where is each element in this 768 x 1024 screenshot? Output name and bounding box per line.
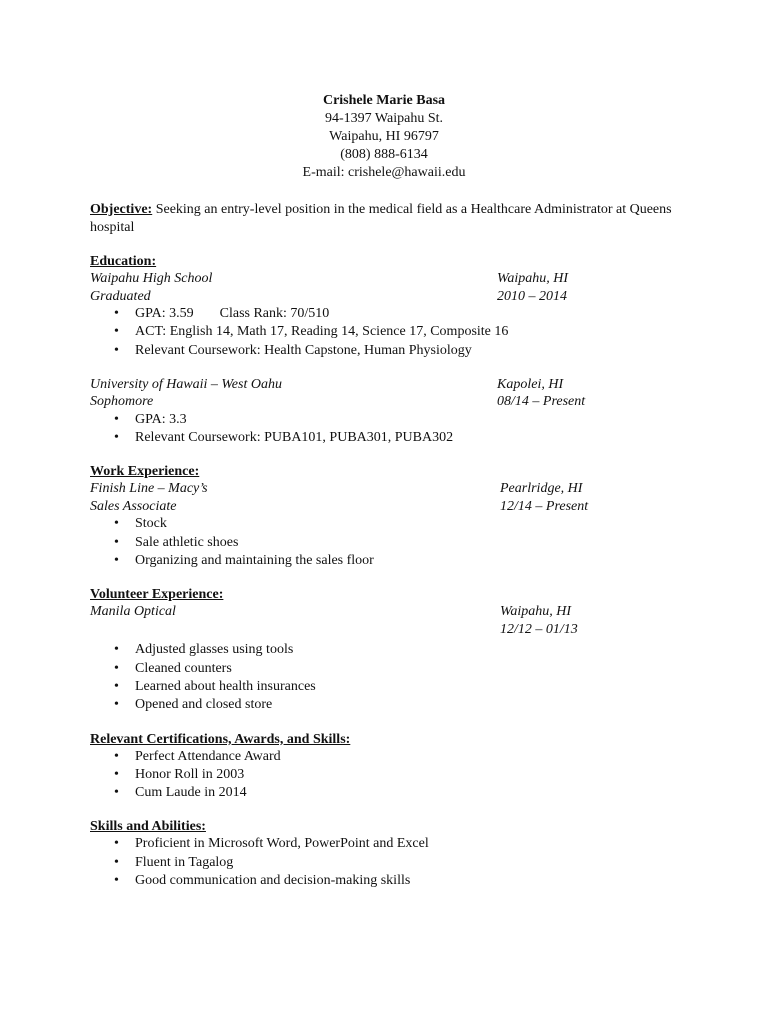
list-item-text: Sale athletic shoes [135, 534, 239, 550]
list-item-text: Perfect Attendance Award [135, 748, 281, 764]
employer-location: Pearlridge, HI [500, 481, 583, 497]
list-item [90, 696, 690, 714]
list-item [90, 641, 690, 659]
list-item [90, 678, 690, 696]
school-status-row [90, 288, 690, 306]
list-item [90, 305, 690, 323]
class-rank-text: Class Rank: 70/510 [219, 306, 330, 321]
work-bullets [90, 515, 690, 570]
list-item-text: Fluent in Tagalog [135, 854, 234, 870]
list-item [90, 552, 690, 570]
volunteer-bullets [90, 641, 690, 714]
bullet-icon: • [114, 678, 119, 694]
contact-header [90, 92, 678, 182]
bullet-icon: • [114, 553, 119, 569]
list-item [90, 342, 690, 360]
list-item-text: Adjusted glasses using tools [135, 642, 294, 658]
employer-name: Finish Line – Macy’s [90, 481, 208, 497]
org-row [90, 603, 690, 621]
list-item [90, 835, 690, 853]
employer-row [90, 480, 690, 498]
gpa-text: GPA: 3.59 [135, 306, 194, 321]
list-item-text: Relevant Coursework: Health Capstone, Human Physiology [135, 342, 472, 358]
bullet-icon: • [114, 748, 119, 764]
school-name: Waipahu High School [90, 271, 213, 286]
education-title: Education: [90, 254, 157, 269]
list-item-text: Honor Roll in 2003 [135, 766, 245, 782]
school-location: Kapolei, HI [497, 376, 564, 392]
bullet-icon: • [114, 642, 119, 658]
position-title: Sales Associate [90, 498, 177, 514]
volunteer-section [90, 586, 690, 714]
bullet-icon: • [114, 516, 119, 532]
org-name: Manila Optical [90, 604, 176, 620]
objective-section [90, 201, 690, 237]
list-item [90, 854, 690, 872]
skills-bullets [90, 835, 690, 890]
bullet-icon: • [114, 697, 119, 713]
list-item-text: Stock [135, 516, 167, 532]
list-item-text: Good communication and decision-making skills [135, 873, 411, 889]
bullet-icon: • [114, 324, 119, 340]
bullet-icon: • [114, 873, 119, 889]
email-address: E-mail: crishele@hawaii.edu [302, 165, 466, 180]
bullet-icon: • [114, 766, 119, 782]
education-section [90, 253, 690, 447]
list-item-text: Cleaned counters [135, 660, 232, 676]
list-item [90, 323, 690, 341]
bullet-icon: • [114, 785, 119, 801]
list-item [90, 429, 690, 447]
objective-text: Seeking an entry-level position in the medical field as a Healthcare Administrator at Queens hospital [90, 202, 672, 235]
bullet-icon: • [114, 411, 119, 427]
position-row [90, 498, 690, 516]
work-title: Work Experience: [90, 464, 200, 480]
skills-title: Skills and Abilities: [90, 819, 206, 835]
bullet-icon: • [114, 342, 119, 358]
school-dates: 08/14 – Present [497, 394, 586, 410]
applicant-name: Crishele Marie Basa [322, 93, 446, 108]
bullet-icon: • [114, 660, 119, 676]
school-bullets [90, 411, 690, 448]
school-row [90, 270, 690, 288]
list-item-text: Organizing and maintaining the sales floor [135, 553, 374, 569]
volunteer-dates: 12/12 – 01/13 [500, 621, 578, 637]
phone-number: (808) 888-6134 [340, 147, 428, 162]
bullet-icon: • [114, 430, 119, 446]
list-item [90, 784, 690, 802]
list-item [90, 515, 690, 533]
certifications-section [90, 731, 690, 803]
list-item-text: Opened and closed store [135, 697, 273, 713]
volunteer-title: Volunteer Experience: [90, 587, 224, 603]
list-item [90, 411, 690, 429]
school-status: Graduated [90, 288, 151, 304]
work-dates: 12/14 – Present [500, 498, 589, 514]
address-line-2: Waipahu, HI 96797 [329, 129, 439, 144]
certifications-title: Relevant Certifications, Awards, and Skills: [90, 731, 351, 747]
list-item [90, 748, 690, 766]
school-dates: 2010 – 2014 [497, 288, 567, 304]
school-bullets [90, 305, 690, 360]
school-location: Waipahu, HI [497, 271, 569, 286]
list-item [90, 660, 690, 678]
work-section [90, 463, 690, 570]
list-item-text: GPA: 3.3 [135, 411, 187, 427]
objective-label: Objective: [90, 202, 153, 217]
org-location: Waipahu, HI [500, 604, 572, 620]
list-item [90, 766, 690, 784]
bullet-icon: • [114, 534, 119, 550]
school-row [90, 376, 690, 394]
list-item-text: Proficient in Microsoft Word, PowerPoint and Excel [135, 836, 429, 852]
list-item [90, 872, 690, 890]
bullet-icon: • [114, 836, 119, 852]
list-item-text: ACT: English 14, Math 17, Reading 14, Science 17, Composite 16 [135, 324, 509, 340]
school-status-row [90, 393, 690, 411]
skills-section [90, 818, 690, 890]
school-name: University of Hawaii – West Oahu [90, 376, 282, 392]
bullet-icon: • [114, 854, 119, 870]
resume-page [90, 92, 690, 890]
volunteer-dates-row [90, 621, 690, 639]
list-item [90, 534, 690, 552]
school-status: Sophomore [90, 394, 154, 410]
address-line-1: 94-1397 Waipahu St. [325, 111, 443, 126]
certifications-bullets [90, 748, 690, 803]
list-item-text: Learned about health insurances [135, 678, 316, 694]
list-item-text: Cum Laude in 2014 [135, 785, 247, 801]
list-item-text: Relevant Coursework: PUBA101, PUBA301, PUBA302 [135, 430, 454, 446]
bullet-icon: • [114, 306, 119, 321]
